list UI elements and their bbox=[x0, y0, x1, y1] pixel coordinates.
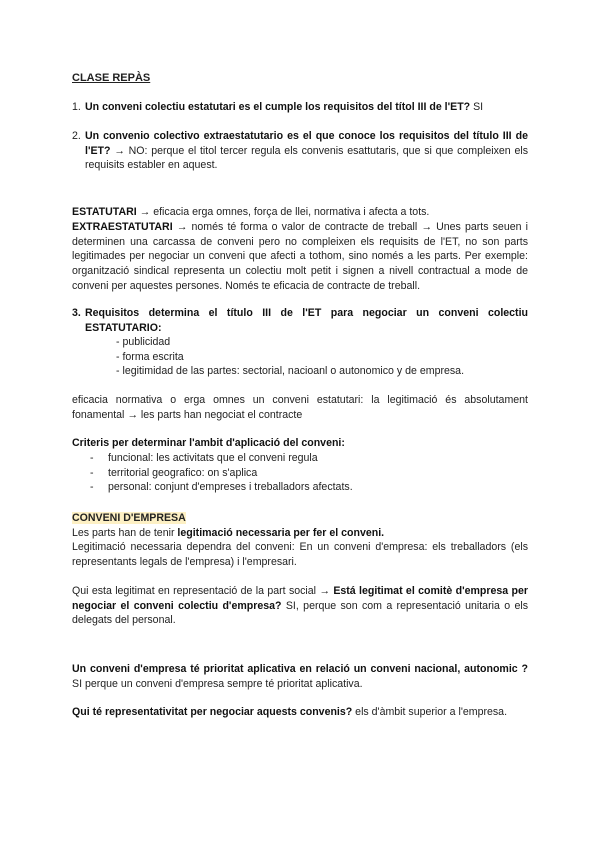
term: EXTRAESTATUTARI bbox=[72, 221, 173, 233]
criteris-heading: Criteris per determinar l'ambit d'aplicació del conveni: bbox=[72, 437, 345, 449]
list-number: 2. bbox=[72, 130, 81, 142]
list-number: 3. bbox=[72, 307, 81, 319]
question-text: Requisitos determina el título III de l'ET para negociar un conveni colectiu ESTATUTARIO: bbox=[85, 307, 528, 334]
question-text: Un conveni colectiu estatutari es el cumple los requisitos del títol III de l'ET? bbox=[85, 101, 471, 113]
section-heading: CONVENI D'EMPRESA bbox=[72, 512, 186, 524]
list-item: - publicidad bbox=[116, 336, 171, 348]
list-item: - territorial geografico: on s'aplica bbox=[90, 466, 258, 479]
representativitat-paragraph: Qui té representativitat per negociar aquests convenis? els d'àmbit superior a l'empresa. bbox=[72, 706, 508, 718]
answer-text: SI bbox=[470, 101, 484, 113]
eficacia-paragraph: eficacia normativa o erga omnes un conveni estatutari: la legitimació és absolutament fonamental → les parts han negociat el contracte bbox=[72, 394, 528, 421]
bold-text: legitimació necessaria per fer el conveni. bbox=[177, 526, 385, 539]
question-text: Un convenio colectivo extraestatutario es el que conoce los requisitos del título III de l'ET? bbox=[85, 130, 528, 157]
estatutari-definition bbox=[72, 205, 528, 220]
answer-text: → NO: perque el titol tercer regula els convenis esattutaris, que si que compleixen els requisits establer en aquest. bbox=[85, 144, 528, 172]
qui-legitimat-paragraph: Qui esta legitimat en representació de la part social → Está legitimat el comitè d'empresa per negociar el conveni colectiu d'empresa? SI, perque son com a representació unitaria o els delegats del personal. bbox=[72, 585, 528, 627]
extraestatutari-definition bbox=[72, 220, 528, 294]
term: ESTATUTARI bbox=[72, 206, 137, 218]
list-item: - forma escrita bbox=[116, 350, 184, 363]
text: Legitimació necessaria dependra del conveni: En un conveni d'empresa: els treballadors (els representants legals de l'empresa) i l'empresari. bbox=[72, 541, 528, 569]
list-item: - funcional: les activitats que el conveni regula bbox=[90, 452, 318, 464]
definition: → eficacia erga omnes, força de llei, normativa i afecta a tots. bbox=[136, 206, 430, 218]
text: Les parts han de tenir bbox=[72, 526, 178, 539]
page-title: CLASE REPÀS bbox=[72, 72, 151, 84]
list-number: 1. bbox=[72, 101, 81, 113]
conveni-empresa-section bbox=[72, 511, 528, 570]
requisitos-list bbox=[116, 335, 528, 379]
list-item: - personal: conjunt d'empreses i treballadors afectats. bbox=[90, 481, 353, 494]
criteris-list bbox=[90, 451, 528, 495]
definition: → només té forma o valor de contracte de treball → Unes parts seuen i determinen una carcassa de conveni pero no compleixen els requisits de l'ET, no son parts legitimades per negociar un conveni que afecti a tothom, sino només a les parts. Per exemple: organització sindical representa un colectiu molt petit i signen a nivell contractual a mode de conveni per aquestes persones. Només te eficacia de contracte de treball. bbox=[72, 221, 528, 292]
list-item: - legitimidad de las partes: sectorial, nacioanl o autonomico y de empresa. bbox=[116, 365, 465, 378]
prioritat-paragraph: Un conveni d'empresa té prioritat aplicativa en relació un conveni nacional, autonomic ? SI perque un conveni d'empresa sempre té prioritat aplicativa. bbox=[72, 663, 528, 690]
